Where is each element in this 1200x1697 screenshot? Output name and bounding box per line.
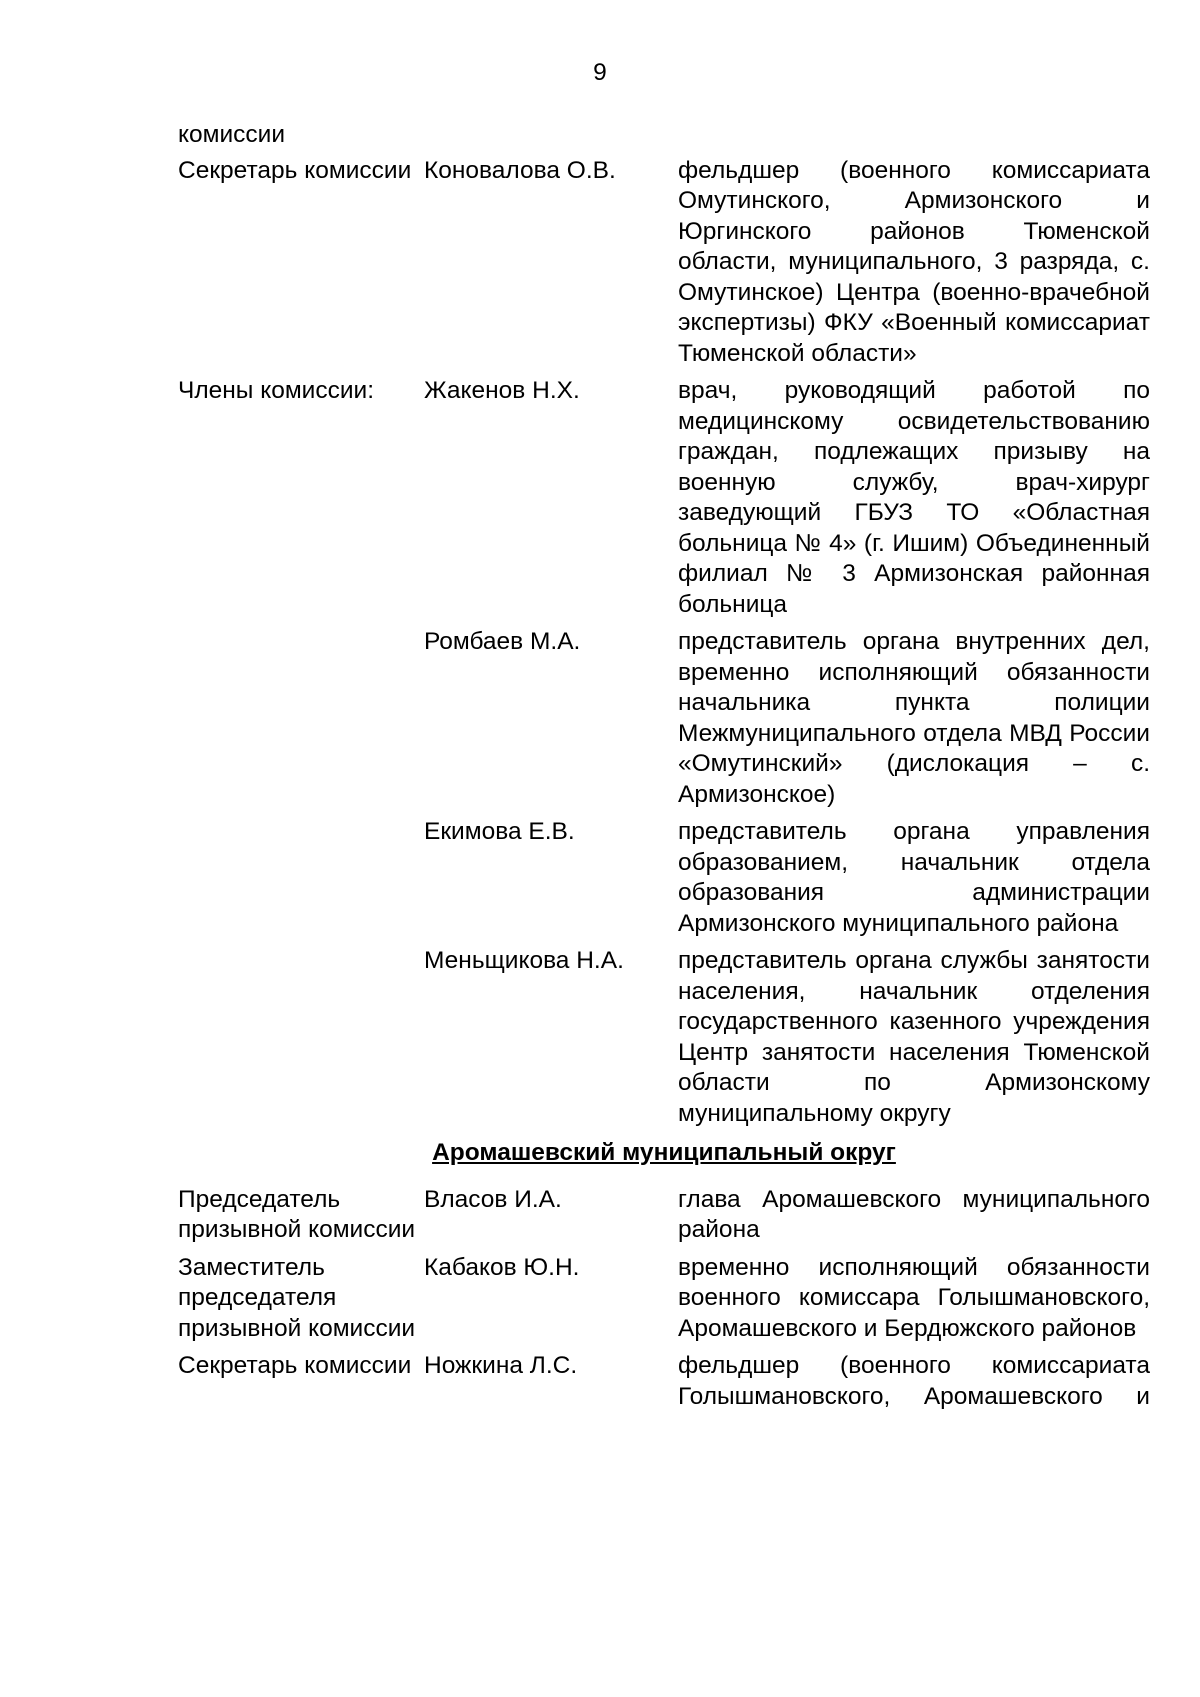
member-name bbox=[424, 120, 678, 151]
member-role: Заместитель председателя призывной комиссии bbox=[178, 1253, 416, 1342]
member-role bbox=[178, 817, 424, 939]
list-item bbox=[178, 946, 1150, 1129]
list-item bbox=[178, 817, 1150, 939]
member-name: Кабаков Ю.Н. bbox=[424, 1253, 580, 1281]
list-item bbox=[178, 1351, 1150, 1412]
member-role: Секретарь комиссии bbox=[178, 156, 412, 184]
member-name: Власов И.А. bbox=[424, 1185, 562, 1213]
member-name: Екимова Е.В. bbox=[424, 818, 575, 845]
section-heading: Аромашевский муниципальный округ bbox=[432, 1139, 896, 1166]
member-position: фельдшер (военного комиссариата Омутинского, Армизонского и Юргинского районов Тюменской области, муниципального, 3 разряда, с. Омутинское) Центра (военно-врачебной экспертизы) ФКУ «Военный комиссариат Тюменской области» bbox=[678, 156, 1150, 367]
member-name: Меньщикова Н.А. bbox=[424, 947, 624, 974]
member-role: комиссии bbox=[178, 121, 286, 148]
member-role: Председатель призывной комиссии bbox=[178, 1185, 416, 1243]
page-number: 9 bbox=[593, 59, 607, 86]
commission-list bbox=[178, 120, 1150, 1419]
member-name: Ромбаев М.А. bbox=[424, 628, 581, 655]
member-role: Секретарь комиссии bbox=[178, 1352, 412, 1379]
member-position: врач, руководящий работой по медицинскому освидетельствованию граждан, подлежащих призыву на военную службу, врач-хирург заведующий ГБУЗ ТО «Областная больница № 4» (г. Ишим) Объединенный филиал № 3 Армизонская районная больница bbox=[678, 377, 1150, 618]
list-item bbox=[178, 376, 1150, 620]
member-role bbox=[178, 627, 424, 810]
member-role bbox=[178, 946, 424, 1129]
member-position: фельдшер (военного комиссариата Голышмановского, Аромашевского и bbox=[678, 1352, 1150, 1410]
member-position: представитель органа службы занятости населения, начальник отделения государственного казенного учреждения Центр занятости населения Тюменской области по Армизонскому муниципальному округу bbox=[678, 947, 1150, 1127]
member-position: временно исполняющий обязанности военного комиссара Голышмановского, Аромашевского и Бердюжского районов bbox=[678, 1253, 1150, 1342]
member-position: представитель органа внутренних дел, временно исполняющий обязанности начальника пункта полиции Межмуниципального отдела МВД России «Омутинский» (дислокация – с. Армизонское) bbox=[678, 628, 1150, 808]
list-item bbox=[178, 627, 1150, 810]
list-item bbox=[178, 1253, 1150, 1345]
list-item bbox=[178, 120, 1150, 151]
member-role: Члены комиссии: bbox=[178, 377, 375, 404]
list-item bbox=[178, 156, 1150, 370]
member-position: представитель органа управления образованием, начальник отдела образования администрации Армизонского муниципального района bbox=[678, 818, 1150, 937]
member-position: глава Аромашевского муниципального района bbox=[678, 1185, 1150, 1243]
list-item bbox=[178, 1185, 1150, 1246]
member-name: Коновалова О.В. bbox=[424, 156, 616, 184]
member-position bbox=[678, 120, 1150, 151]
member-name: Ножкина Л.С. bbox=[424, 1352, 578, 1379]
member-name: Жакенов Н.Х. bbox=[424, 377, 580, 404]
